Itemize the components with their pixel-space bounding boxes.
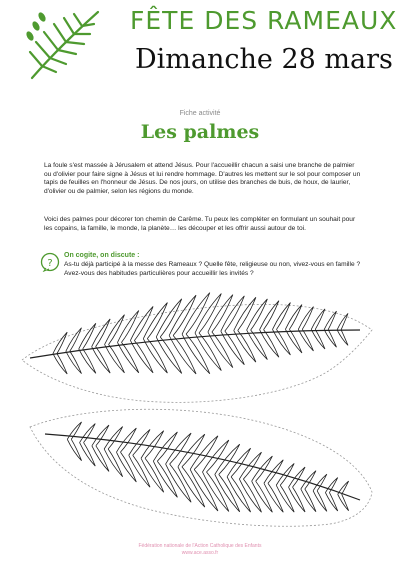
sheet-kicker: Fiche activité xyxy=(179,110,221,117)
svg-text:?: ? xyxy=(47,258,53,269)
discussion-box xyxy=(40,252,370,282)
speech-bubble-question-icon xyxy=(40,252,60,272)
sheet-title: Les palmes xyxy=(140,121,260,143)
discussion-text: As-tu déjà participé à la messe des Rameaux ? Quelle fête, religieuse ou non, vivez-vous en famille ? Avez-vous des habitudes particulières pour accueillir les invités ? xyxy=(64,261,361,277)
intro-paragraph: La foule s'est massée à Jérusalem et attend Jésus. Pour l'accueillir chacun a saisi une branche de palmier ou d'olivier pour faire signe à Jésus et lui rendre hommage. D'autres les mettent sur le sol pour composer un tapis de feuilles en l'honneur de Jésus. De nos jours, on utilise des branches de buis, de houx, de laurier, d'olivier ou de palmier, selon les régions du monde. xyxy=(44,162,361,195)
discussion-title: On cogite, on discute : xyxy=(64,252,140,259)
palm-leaf-icon xyxy=(22,6,104,84)
header xyxy=(0,0,400,90)
palm-leaf-cutout-2 xyxy=(0,392,400,532)
event-date: Dimanche 28 mars xyxy=(135,44,393,75)
footer xyxy=(0,543,400,556)
event-title: FÊTE DES RAMEAUX xyxy=(130,6,398,35)
footer-website[interactable]: www.ace.asso.fr xyxy=(181,549,219,556)
activity-paragraph: Voici des palmes pour décorer ton chemin de Carême. Tu peux les compléter en formulant un souhait pour les copains, la famille, le monde, la planète… les découper et les offrir aussi autour de toi. xyxy=(44,216,356,232)
footer-organization: Fédération nationale de l'Action Catholique des Enfants xyxy=(138,543,262,549)
